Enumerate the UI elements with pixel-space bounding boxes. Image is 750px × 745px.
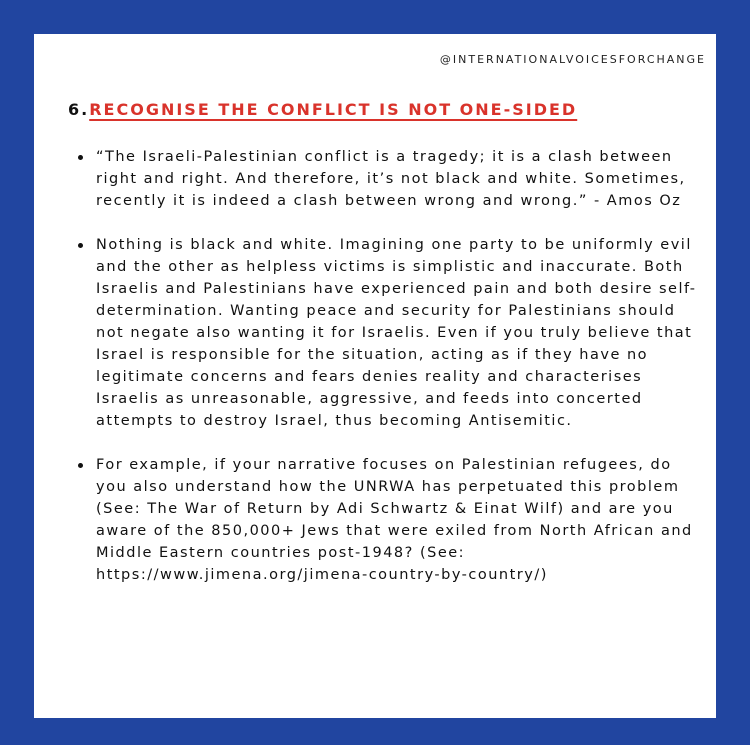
bullet-text: “The Israeli-Palestinian conflict is a tragedy; it is a clash between right and right. And therefore, it’s not black and white. Sometimes, recently it is indeed a clash between wrong and wrong.” - Amos Oz <box>96 149 686 209</box>
section-heading <box>68 100 577 119</box>
bullet-item <box>78 234 698 432</box>
bullet-dot-icon <box>78 243 83 248</box>
bullet-text: Nothing is black and white. Imagining one party to be uniformly evil and the other as helpless victims is simplistic and inaccurate. Both Israelis and Palestinians have experienced pain and both desire self-determination. Wanting peace and security for Palestinians should not negate also wanting it for Israelis. Even if you truly believe that Israel is responsible for the situation, acting as if they have no legitimate concerns and fears denies reality and characterises Israelis as unreasonable, aggressive, and feeds into concerted attempts to destroy Israel, thus becoming Antisemitic. <box>96 237 697 429</box>
account-handle: @INTERNATIONALVOICESFORCHANGE <box>439 53 706 66</box>
bullet-dot-icon <box>78 155 83 160</box>
section-number: 6. <box>68 100 90 119</box>
bullet-item <box>78 146 698 212</box>
section-title: RECOGNISE THE CONFLICT IS NOT ONE-SIDED <box>89 100 578 119</box>
bullet-item <box>78 454 698 586</box>
bullet-list <box>78 146 698 608</box>
bullet-text: For example, if your narrative focuses on Palestinian refugees, do you also understand how the UNRWA has perpetuated this problem (See: The War of Return by Adi Schwartz & Einat Wilf) and are you aware of the 850,000+ Jews that were exiled from North African and Middle Eastern countries post-1948? (See: https://www.jimena.org/jimena-country-by-country/) <box>96 457 693 583</box>
bullet-dot-icon <box>78 463 83 468</box>
content-card <box>34 34 716 718</box>
